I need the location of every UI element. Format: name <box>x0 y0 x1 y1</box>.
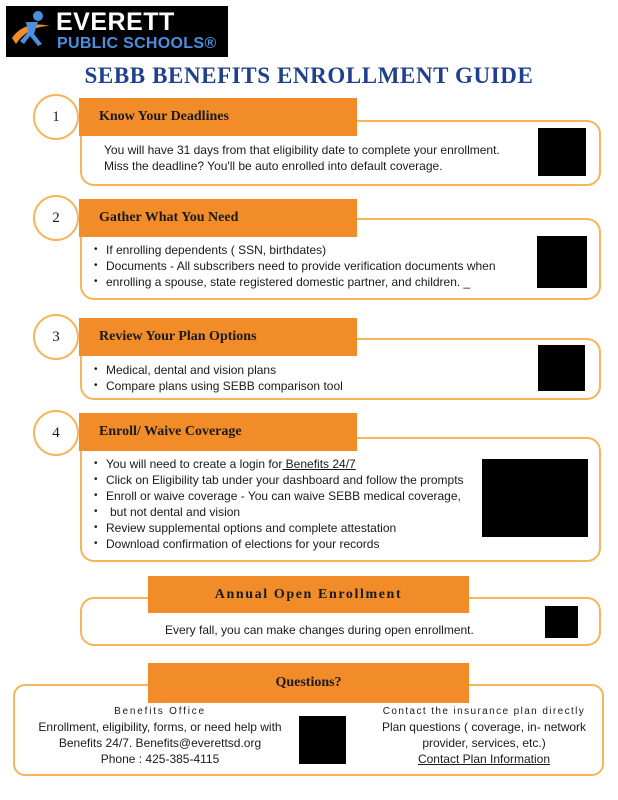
benefits-247-link[interactable]: Benefits 24/7 <box>282 457 356 471</box>
step-3-list <box>94 362 514 394</box>
questions-heading-bar <box>148 663 469 703</box>
step-2-list <box>94 242 524 290</box>
step-2-number: 2 <box>33 195 79 241</box>
list-item: • Documents - All subscribers need to provide verification documents when <box>94 258 524 274</box>
open-enrollment-heading: Annual Open Enrollment <box>214 587 403 602</box>
step-4-heading-bar <box>79 413 357 451</box>
insurance-contact-line-2: provider, services, etc.) <box>422 736 546 750</box>
step-1-number: 1 <box>33 94 79 140</box>
list-item: • Click on Eligibility tab under your dashboard and follow the prompts <box>94 472 484 488</box>
step-1-text <box>104 142 524 174</box>
step-3-qr-image <box>538 345 585 391</box>
page-title: SEBB BENEFITS ENROLLMENT GUIDE <box>84 63 534 88</box>
questions-heading: Questions? <box>275 675 342 690</box>
logo-line1: EVERETT <box>56 8 175 36</box>
list-item: • Download confirmation of elections for your records <box>94 536 484 552</box>
list-item: • but not dental and vision <box>94 504 484 520</box>
step-1-qr-image <box>538 128 586 176</box>
step-1-heading: Know Your Deadlines <box>99 109 229 124</box>
list-item: • Enroll or waive coverage - You can waive SEBB medical coverage, <box>94 488 484 504</box>
step-3-heading: Review Your Plan Options <box>99 329 257 344</box>
step-2-heading: Gather What You Need <box>99 210 239 225</box>
benefits-office-line-1: Enrollment, eligibility, forms, or need help with <box>38 720 282 734</box>
step-4-list <box>94 456 484 552</box>
open-enrollment-text: Every fall, you can make changes during open enrollment. <box>165 623 474 637</box>
list-item: • Medical, dental and vision plans <box>94 362 514 378</box>
step-1-line-1: You will have 31 days from that eligibility date to complete your enrollment. <box>104 143 500 157</box>
contact-plan-information-link[interactable]: Contact Plan Information <box>417 752 551 766</box>
insurance-contact-line-1: Plan questions ( coverage, in- network <box>381 720 587 734</box>
list-item: • Compare plans using SEBB comparison tool <box>94 378 514 394</box>
open-enrollment-heading-bar <box>148 576 469 613</box>
list-item: • enrolling a spouse, state registered domestic partner, and children. _ <box>94 274 524 290</box>
step-3-number: 3 <box>33 314 79 360</box>
questions-qr-image <box>299 716 346 764</box>
logo-line2: PUBLIC SCHOOLS® <box>57 35 217 52</box>
benefits-office-phone: Phone : 425-385-4115 <box>100 752 220 766</box>
benefits-office-line-2: Benefits 24/7. Benefits@everettsd.org <box>58 736 262 750</box>
step-4-heading: Enroll/ Waive Coverage <box>99 424 242 439</box>
list-item: • Review supplemental options and complete attestation <box>94 520 484 536</box>
step-4-qr-image <box>482 459 588 537</box>
runner-logo-icon <box>8 8 54 52</box>
insurance-contact-section <box>364 705 604 767</box>
step-4-number: 4 <box>33 410 79 456</box>
open-enrollment-qr-image <box>545 606 578 638</box>
benefits-office-title: Benefits Office <box>114 706 206 717</box>
step-3-heading-bar <box>79 318 357 356</box>
step-2-heading-bar <box>79 199 357 237</box>
list-item: • You will need to create a login for Benefits 24/7 <box>94 456 484 472</box>
step-1-line-2: Miss the deadline? You'll be auto enrolled into default coverage. <box>104 159 443 173</box>
list-item: • If enrolling dependents ( SSN, birthdates) <box>94 242 524 258</box>
step-1-heading-bar <box>79 98 357 136</box>
benefits-office-section <box>30 705 290 767</box>
insurance-contact-title: Contact the insurance plan directly <box>382 706 586 717</box>
step-2-qr-image <box>537 236 587 288</box>
